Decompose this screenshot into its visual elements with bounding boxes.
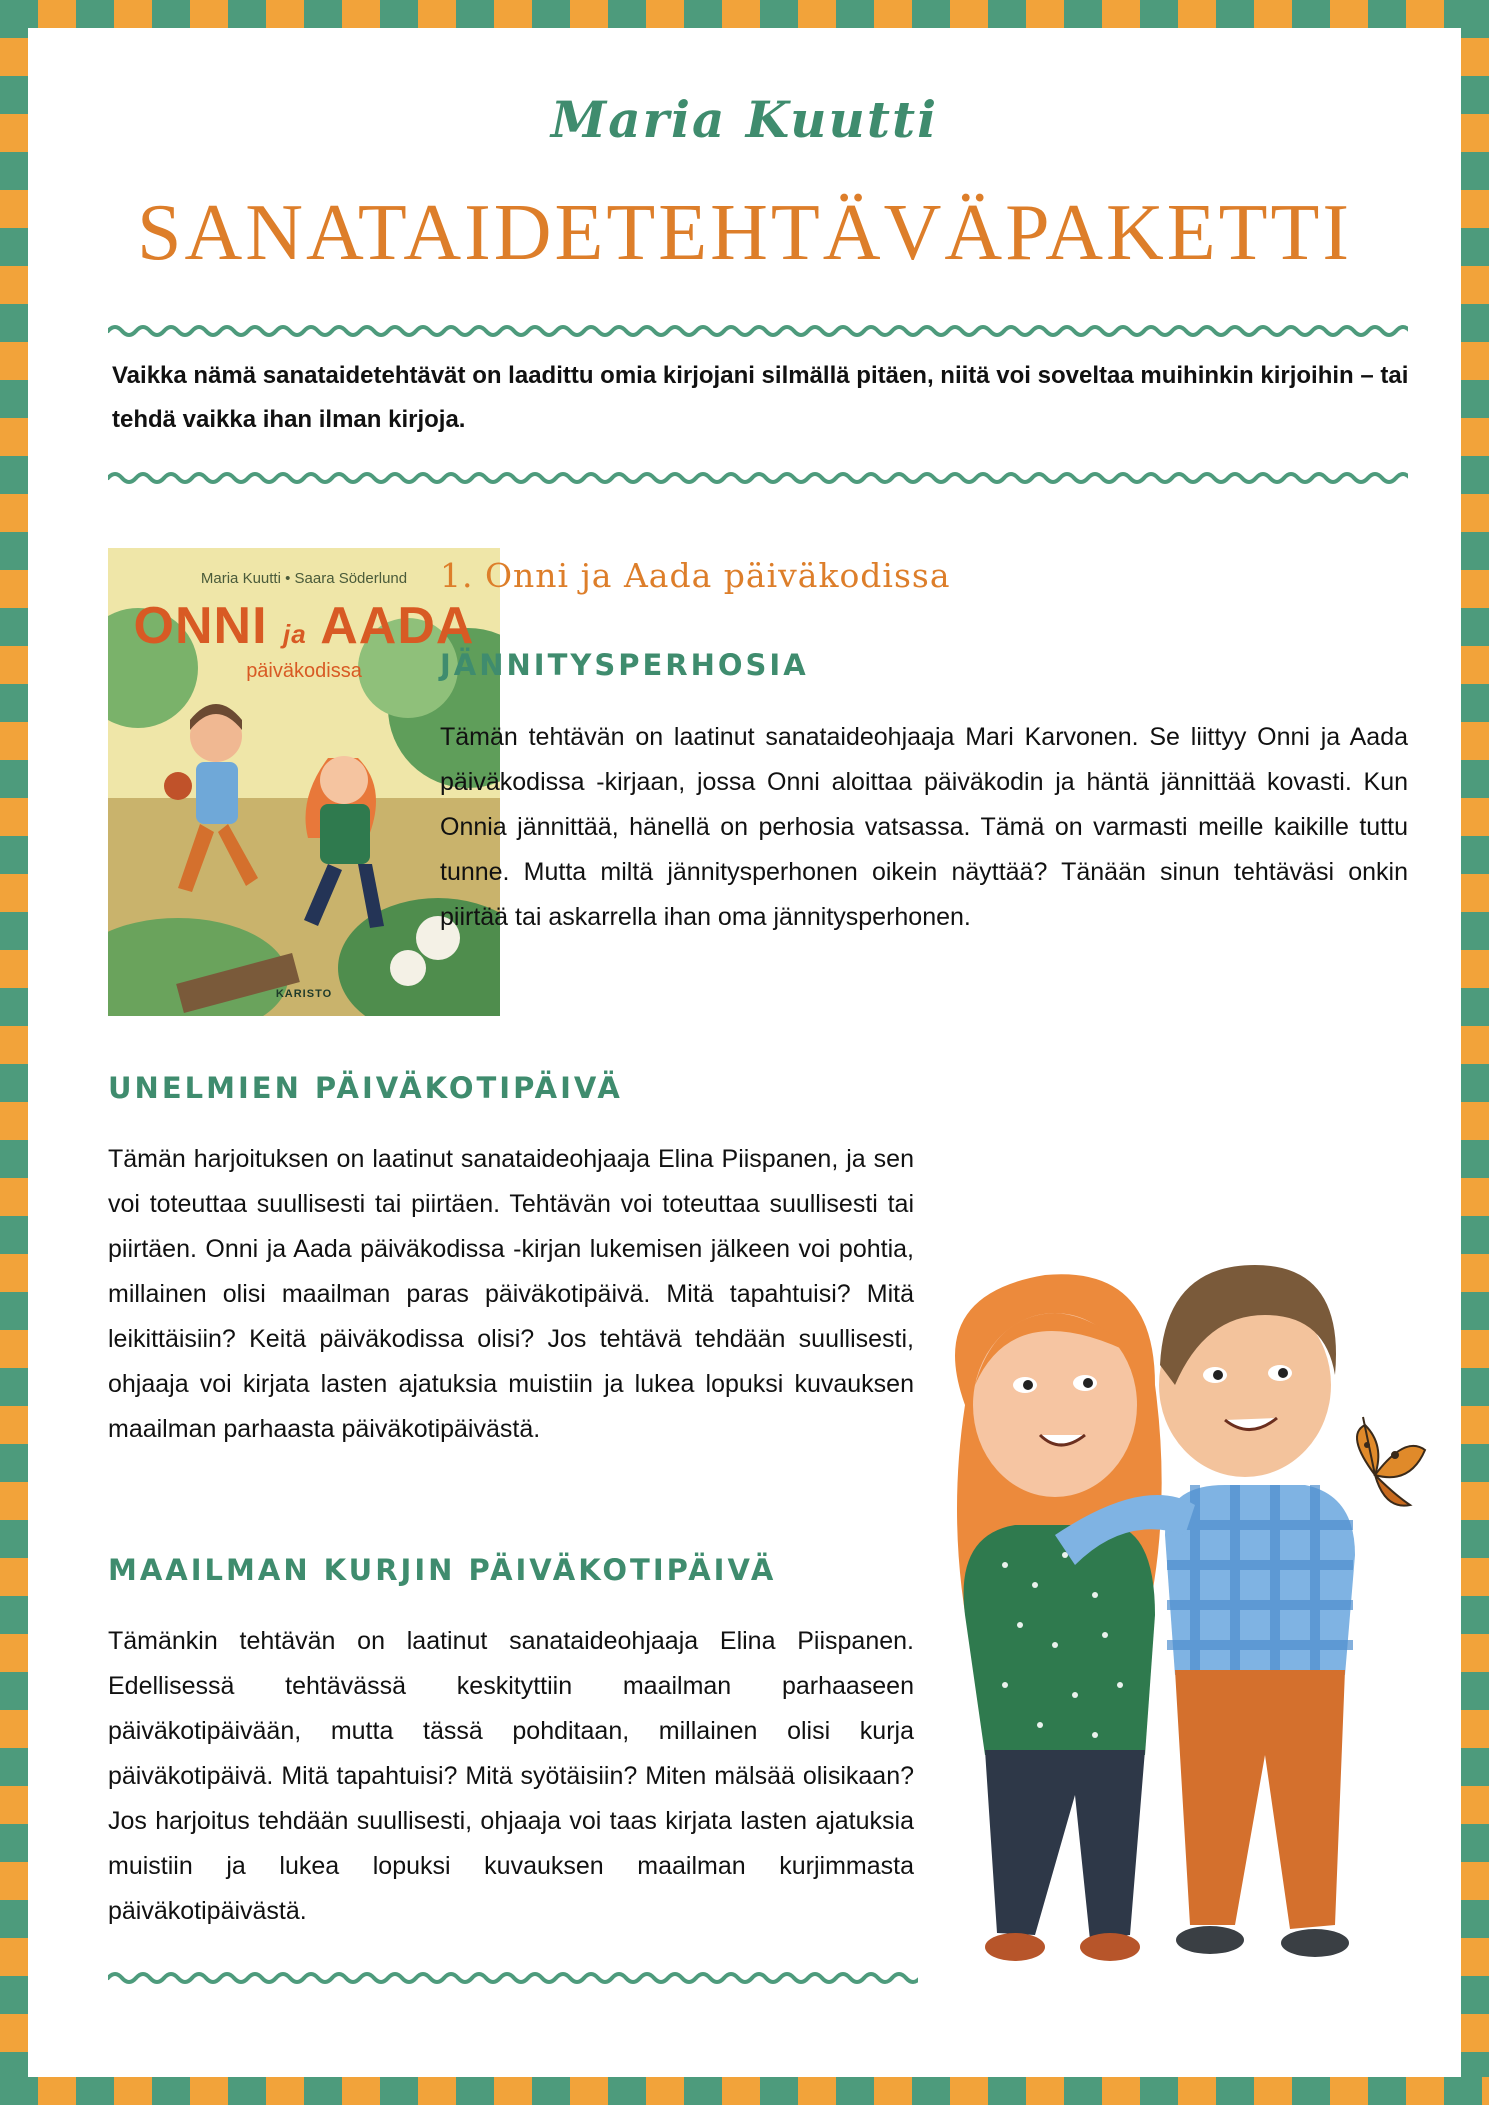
heading-unelmien-paivakotipaiva: UNELMIEN PÄIVÄKOTIPÄIVÄ — [108, 1071, 623, 1105]
cover-publisher: KARISTO — [275, 988, 333, 1000]
page-title: SANATAIDETEHTÄVÄPAKETTI — [136, 189, 1353, 277]
children-illustration — [905, 1235, 1445, 1975]
section2-text: Tämän harjoituksen on laatinut sanataideohjaaja Elina Piispanen, ja sen voi toteuttaa suullisesti tai piirtäen. Tehtävän voi toteuttaa suullisesti tai piirtäen. Onni ja Aada päiväkodissa -kirjan lukemisen jälkeen voi pohtia, millainen olisi maailman paras päiväkotipäivä. Mitä tapahtuisi? Mitä leikittäisiin? Keitä päiväkodissa olisi? Jos tehtävä tehdään suullisesti, ohjaaja voi kirjata lasten ajatuksia muistiin ja lukea lopuksi kuvauksen maailman parhaasta päiväkotipäivästä. — [108, 1145, 914, 1443]
author-name: Maria Kuutti — [550, 90, 939, 149]
intro-text: Vaikka nämä sanataidetehtävät on laadittu omia kirjojani silmällä pitäen, niitä voi soveltaa muihinkin kirjoihin – tai tehdä vaikka ihan ilman kirjoja. — [112, 362, 1409, 433]
wave-divider-top — [108, 321, 1408, 341]
page-border-right — [1461, 0, 1489, 2105]
section3-text: Tämänkin tehtävän on laatinut sanataideohjaaja Elina Piispanen. Edellisessä tehtävässä keskityttiin maailman parhaaseen päiväkotipäivään, mutta tässä pohditaan, millainen olisi kurja päiväkotipäivä. Mitä tapahtuisi? Mitä syötäisiin? Miten mälsää olisikaan? Jos harjoitus tehdään suullisesti, ohjaaja voi taas kirjata lasten ajatuksia muistiin ja lukea lopuksi kuvauksen maailman kurjimmasta päiväkotipäivästä. — [108, 1627, 914, 1925]
cover-authors: Maria Kuutti • Saara Söderlund — [200, 570, 408, 587]
section-title-1: 1. Onni ja Aada päiväkodissa — [440, 556, 951, 595]
wave-divider-intro — [108, 468, 1408, 488]
heading-maailman-kurjin-paivakotipaiva: MAAILMAN KURJIN PÄIVÄKOTIPÄIVÄ — [108, 1553, 777, 1587]
cover-title-ja: ja — [283, 619, 307, 649]
cover-title-aada: AADA — [320, 597, 475, 655]
wave-divider-bottom — [108, 1968, 918, 1988]
cover-title-onni: ONNI — [133, 597, 268, 655]
cover-subtitle: päiväkodissa — [246, 660, 362, 682]
heading-jannitysperhosia: JÄNNITYSPERHOSIA — [440, 648, 809, 682]
cover-title — [108, 596, 500, 656]
page-border-bottom — [0, 2077, 1489, 2105]
section1-text: Tämän tehtävän on laatinut sanataideohjaaja Mari Karvonen. Se liittyy Onni ja Aada päiväkodissa -kirjaan, jossa Onni aloittaa päiväkodin ja häntä jännittää kovasti. Kun Onnia jännittää, hänellä on perhosia vatsassa. Tämä on varmasti meille kaikille tuttu tunne. Mutta miltä jännitysperhonen oikein näyttää? Tänään sinun tehtäväsi onkin piirtää tai askarrella ihan oma jännitysperhonen. — [440, 723, 1408, 931]
butterfly-icon — [1357, 1417, 1425, 1506]
